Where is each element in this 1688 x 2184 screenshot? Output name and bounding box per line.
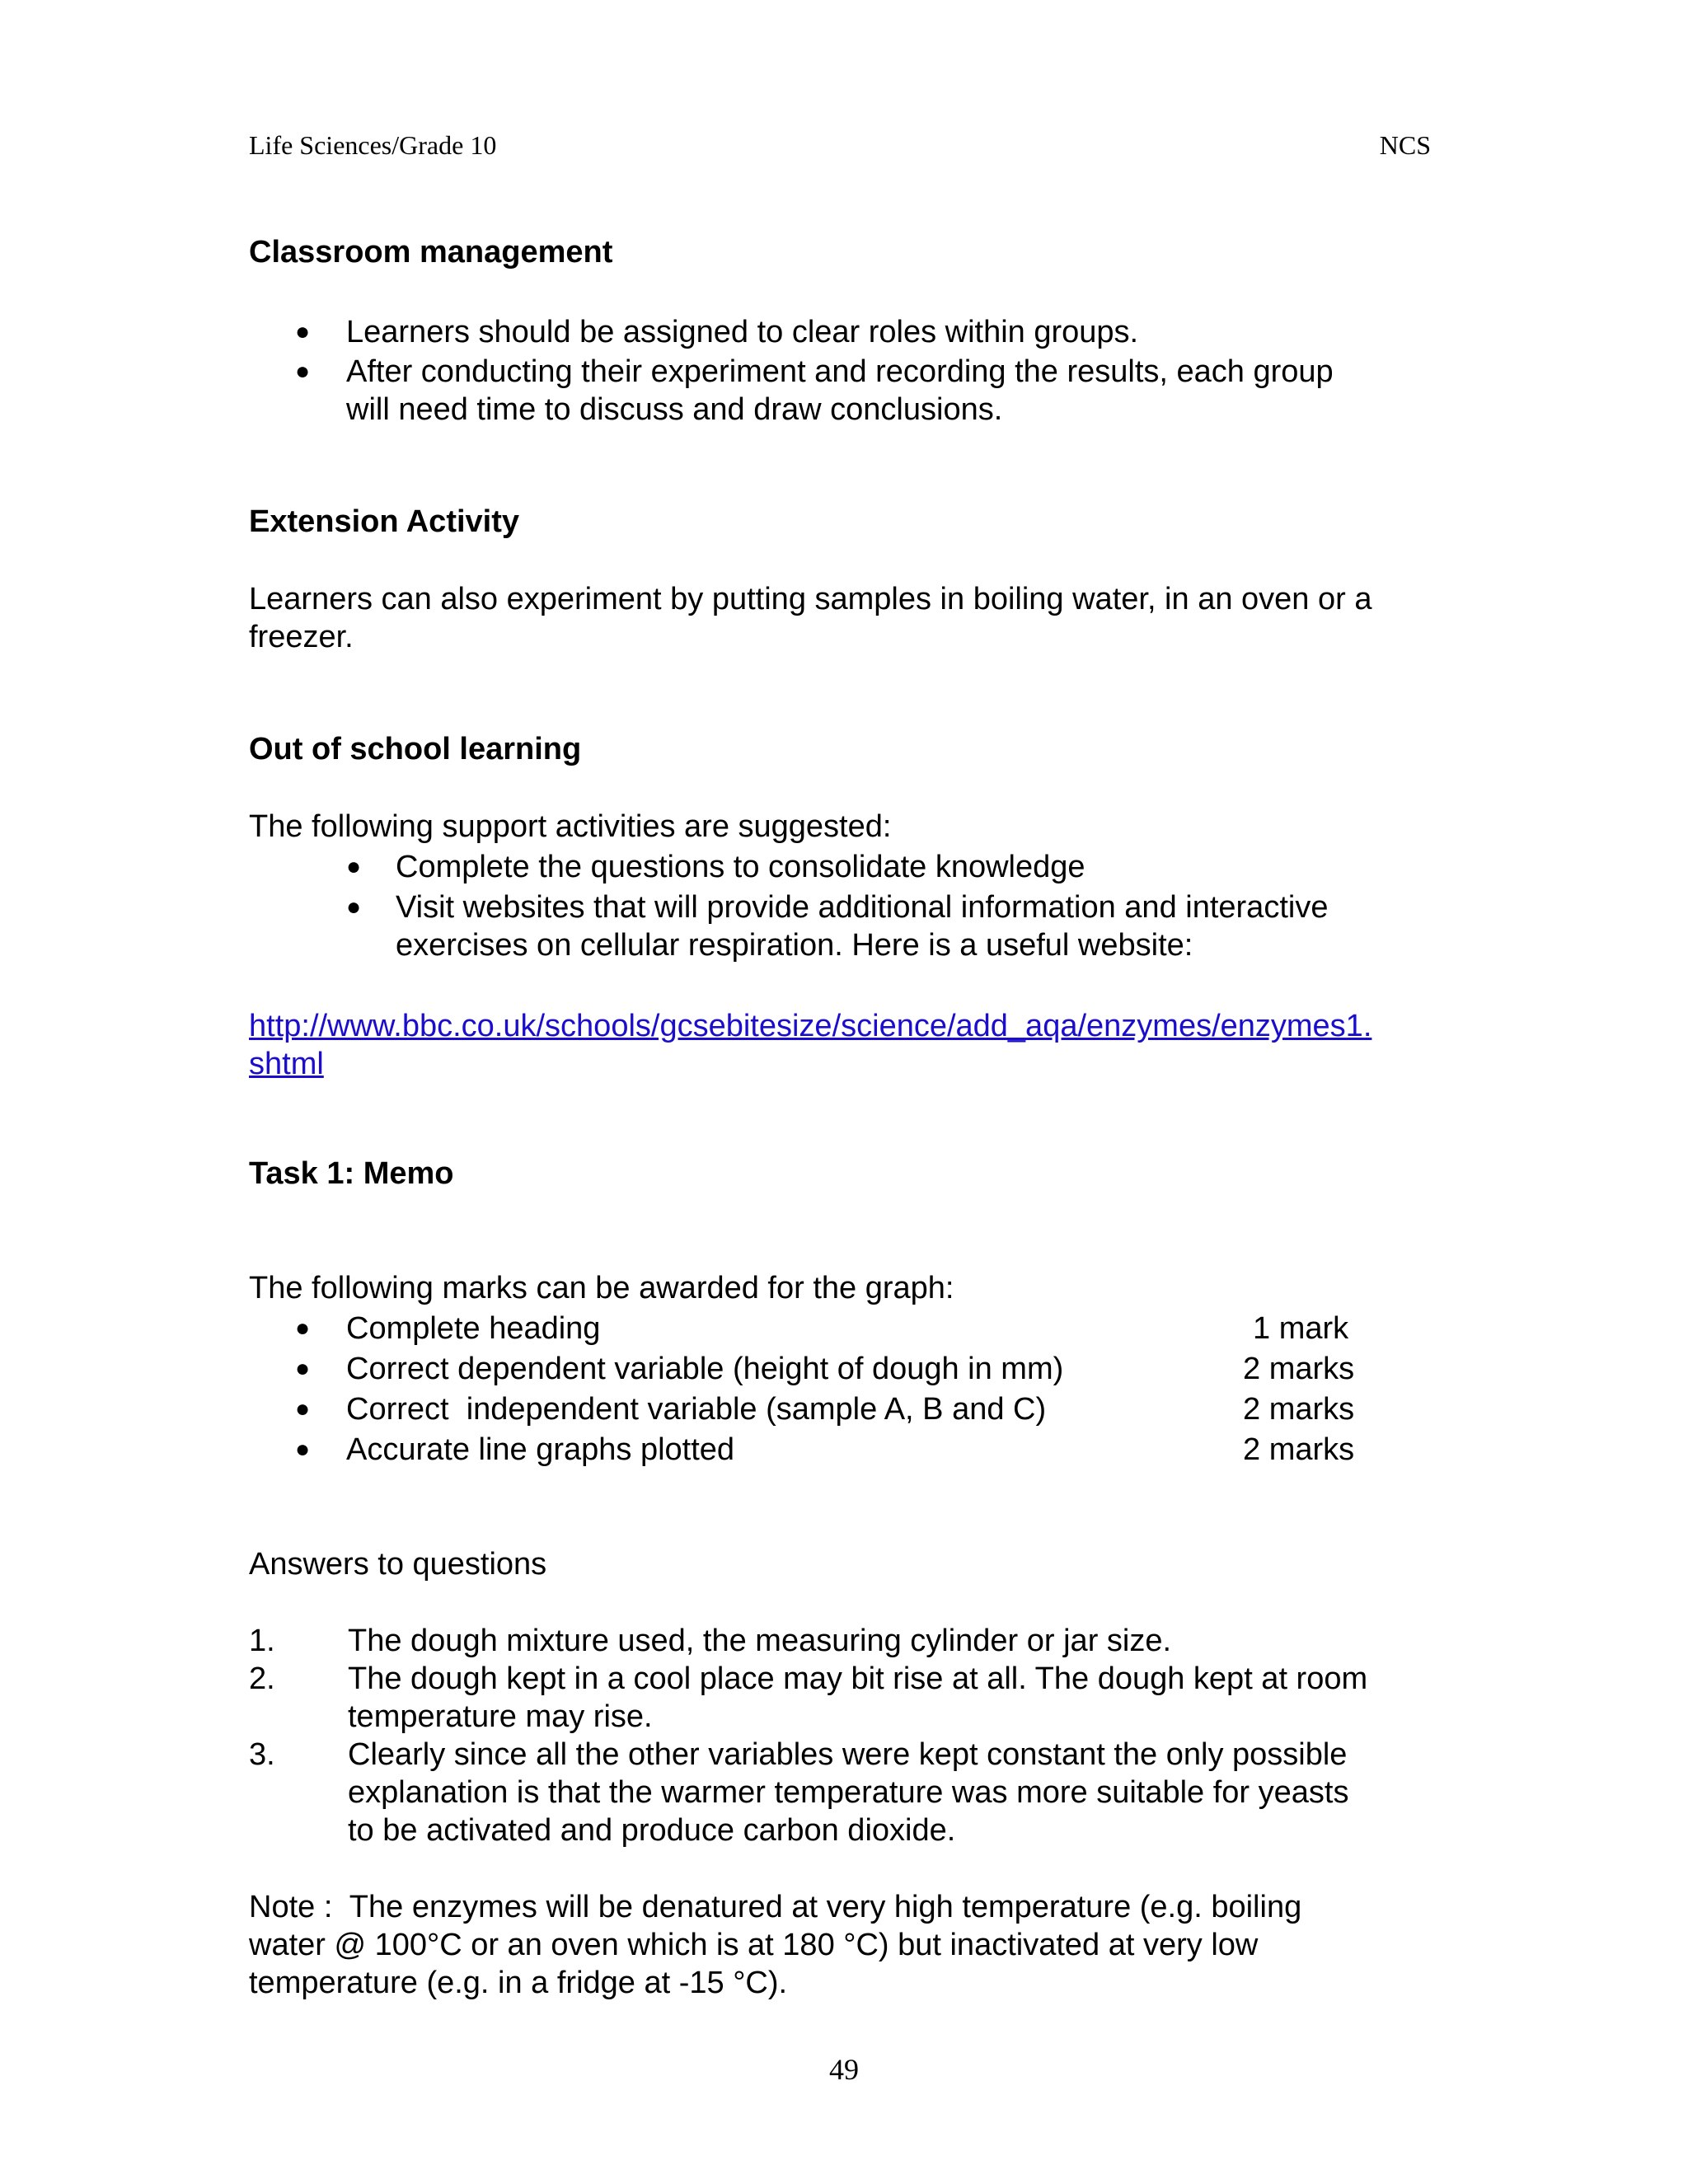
bullet-icon: ● (295, 1315, 311, 1342)
marks-value: 2 marks (1243, 1432, 1355, 1467)
extension-activity-heading: Extension Activity (249, 504, 520, 539)
list-item-text: will need time to discuss and draw conclusions. (346, 392, 1003, 427)
marks-criterion: Correct dependent variable (height of dough in mm) (346, 1352, 1064, 1386)
note-text-line: water @ 100°C or an oven which is at 180 °C) but inactivated at very low (249, 1928, 1259, 1962)
page-number: 49 (829, 2053, 859, 2086)
out-of-school-intro: The following support activities are suggested: (249, 809, 892, 844)
list-item-text: After conducting their experiment and recording the results, each group (346, 354, 1334, 389)
note-text-line: temperature (e.g. in a fridge at -15 °C). (249, 1966, 788, 2000)
list-item-text: Visit websites that will provide additional information and interactive (396, 890, 1329, 925)
answer-number: 3. (249, 1737, 275, 1772)
answer-text: Clearly since all the other variables were kept constant the only possible (348, 1737, 1348, 1772)
bullet-icon: ● (346, 853, 362, 880)
marks-criterion: Correct independent variable (sample A, B and C) (346, 1392, 1047, 1427)
bullet-icon: ● (346, 893, 362, 921)
bullet-icon: ● (295, 1436, 311, 1463)
marks-value: 2 marks (1243, 1352, 1355, 1386)
answer-text: temperature may rise. (348, 1699, 653, 1734)
bullet-icon: ● (295, 358, 311, 385)
running-header-curriculum: NCS (1379, 130, 1431, 160)
answer-text: The dough kept in a cool place may bit rise at all. The dough kept at room (348, 1661, 1368, 1696)
marks-value: 1 mark (1253, 1311, 1349, 1346)
answers-heading: Answers to questions (249, 1547, 547, 1582)
running-header-subject: Life Sciences/Grade 10 (249, 130, 497, 160)
marks-criterion: Accurate line graphs plotted (346, 1432, 735, 1467)
marks-criterion: Complete heading (346, 1311, 601, 1346)
answer-number: 2. (249, 1661, 275, 1696)
list-item-text: Learners should be assigned to clear roles within groups. (346, 315, 1139, 349)
list-item-text: exercises on cellular respiration. Here is a useful website: (396, 928, 1193, 963)
answer-text: to be activated and produce carbon dioxide. (348, 1813, 956, 1848)
answer-text: explanation is that the warmer temperature was more suitable for yeasts (348, 1775, 1349, 1810)
extension-text-line: Learners can also experiment by putting samples in boiling water, in an oven or a (249, 582, 1372, 616)
answer-text: The dough mixture used, the measuring cylinder or jar size. (348, 1624, 1172, 1658)
note-text-line: Note : The enzymes will be denatured at very high temperature (e.g. boiling (249, 1890, 1302, 1924)
bullet-icon: ● (295, 1395, 311, 1422)
bullet-icon: ● (295, 1355, 311, 1382)
task-intro: The following marks can be awarded for the graph: (249, 1271, 954, 1305)
bullet-icon: ● (295, 318, 311, 345)
marks-value: 2 marks (1243, 1392, 1355, 1427)
out-of-school-heading: Out of school learning (249, 732, 582, 766)
answer-number: 1. (249, 1624, 275, 1658)
task-memo-heading: Task 1: Memo (249, 1156, 454, 1191)
list-item-text: Complete the questions to consolidate knowledge (396, 850, 1085, 884)
extension-text-line: freezer. (249, 620, 354, 654)
website-link-continuation[interactable]: shtml (249, 1047, 324, 1081)
website-link[interactable]: http://www.bbc.co.uk/schools/gcsebitesize/science/add_aqa/enzymes/enzymes1. (249, 1009, 1372, 1043)
classroom-management-heading: Classroom management (249, 235, 613, 269)
